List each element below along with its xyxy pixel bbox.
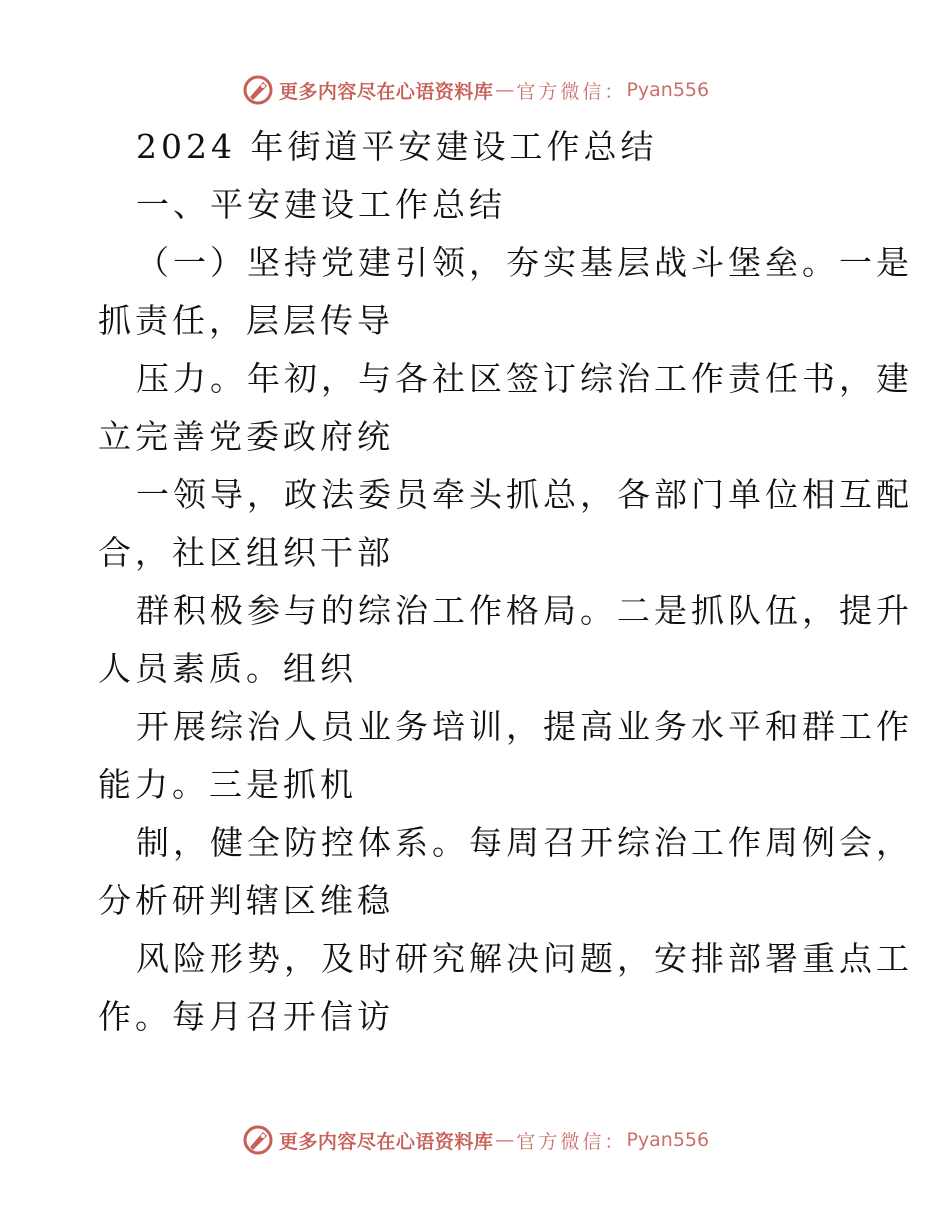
paragraph-line: 作。每月召开信访 bbox=[98, 997, 394, 1036]
watermark-brand: 更多内容尽在心语资料库 bbox=[278, 80, 494, 103]
watermark-banner-top bbox=[0, 70, 950, 110]
paragraph-line: 合，社区组织干部 bbox=[98, 533, 394, 572]
pen-nib-circle-icon bbox=[241, 1123, 275, 1157]
pen-nib-circle-icon bbox=[241, 73, 275, 107]
paragraph-line: 压力。年初，与各社区签订综治工作责任书，建 bbox=[136, 359, 913, 398]
paragraph-line: 风险形势，及时研究解决问题，安排部署重点工 bbox=[136, 939, 913, 978]
paragraph-line: 抓责任，层层传导 bbox=[98, 301, 394, 340]
watermark-label: 官方微信： bbox=[516, 80, 627, 103]
document-body bbox=[98, 118, 913, 1046]
paragraph-line: 一领导，政法委员牵头抓总，各部门单位相互配 bbox=[136, 475, 913, 514]
watermark-dash: — bbox=[495, 1129, 515, 1151]
paragraph-line: 人员素质。组织 bbox=[98, 649, 357, 688]
paragraph-line: 能力。三是抓机 bbox=[98, 765, 357, 804]
document-title: 2024 年街道平安建设工作总结 bbox=[136, 127, 658, 166]
paragraph-line: （一）坚持党建引领，夯实基层战斗堡垒。一是 bbox=[136, 243, 913, 282]
paragraph-line: 分析研判辖区维稳 bbox=[98, 881, 394, 920]
paragraph-line: 开展综治人员业务培训，提高业务水平和群工作 bbox=[136, 707, 913, 746]
watermark-dash: — bbox=[495, 79, 515, 101]
watermark-label: 官方微信： bbox=[516, 1130, 627, 1153]
paragraph-line: 群积极参与的综治工作格局。二是抓队伍，提升 bbox=[136, 591, 913, 630]
watermark-id: Pyan556 bbox=[626, 1129, 710, 1151]
paragraph-line: 立完善党委政府统 bbox=[98, 417, 394, 456]
section-heading: 一、平安建设工作总结 bbox=[136, 185, 506, 224]
watermark-id: Pyan556 bbox=[626, 79, 710, 101]
watermark-brand: 更多内容尽在心语资料库 bbox=[278, 1130, 494, 1153]
watermark-banner-bottom bbox=[0, 1120, 950, 1160]
paragraph-line: 制，健全防控体系。每周召开综治工作周例会， bbox=[136, 823, 913, 862]
